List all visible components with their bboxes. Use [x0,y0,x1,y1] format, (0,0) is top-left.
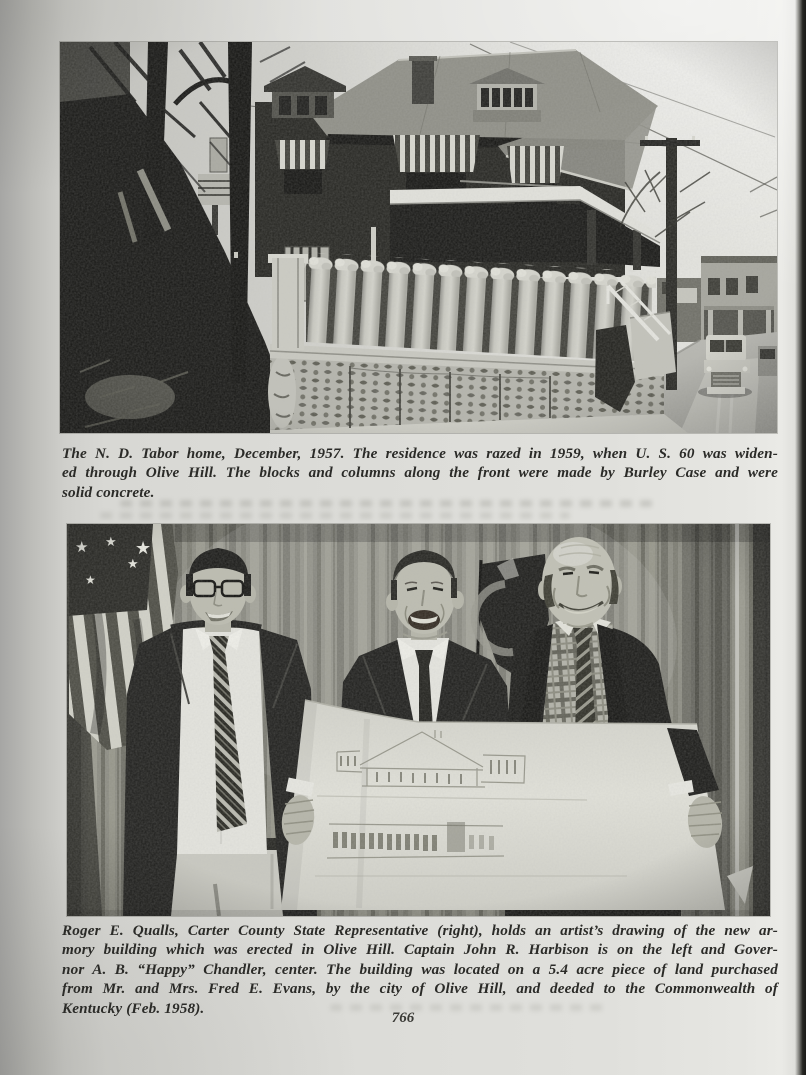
photo-tabor-home [60,42,777,433]
print-showthrough [100,512,570,519]
caption-line: nor A. B. “Happy” Chandler, center. The building was located on a 5.4 acre piece of land purchased [62,960,778,978]
page-number: 766 [391,1010,415,1026]
print-showthrough [120,500,660,507]
caption-line: mory building which was erected in Olive Hill. Captain John R. Harbison is on the left and Gover- [62,941,778,959]
photo-armory-presentation [67,524,770,916]
caption-tabor-home [62,444,778,502]
page-edge-shadow [795,0,806,1075]
caption-line: Kentucky (Feb. 1958). [62,999,205,1017]
caption-line: The N. D. Tabor home, December, 1957. The residence was razed in 1959, when U. S. 60 was widen- [62,445,778,462]
caption-line: from Mr. and Mrs. Fred E. Evans, by the city of Olive Hill, and deeded to the Commonwealth of [62,980,778,998]
caption-line: solid concrete. [62,483,155,501]
caption-line: Roger E. Qualls, Carter County State Representative (right), holds an artist’s drawing of the new ar- [62,922,778,939]
caption-line: ed through Olive Hill. The blocks and columns along the front were made by Burley Case and were [62,464,778,482]
